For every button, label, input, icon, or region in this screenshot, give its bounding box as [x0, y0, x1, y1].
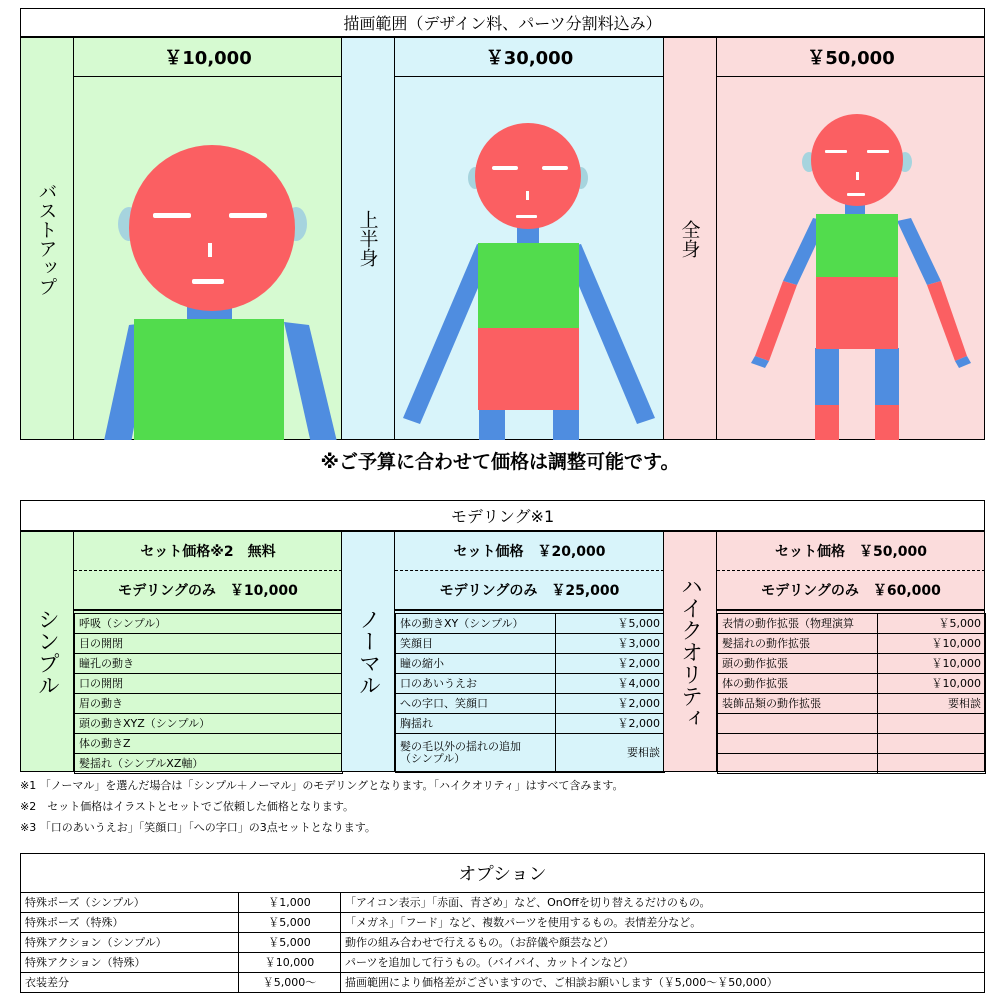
table-row: 胸揺れ ￥2,000 — [396, 714, 665, 734]
table-row — [718, 754, 986, 774]
table-row: への字口、笑顔口 ￥2,000 — [396, 694, 665, 714]
table-row: 特殊ポーズ（特殊） ￥5,000 「メガネ」「フード」など、複数パーツを使用するもの。表情差分など。 — [21, 913, 985, 933]
list-item: 体の動きZ — [75, 734, 343, 754]
table-row: 装飾品類の動作拡張 要相談 — [718, 694, 986, 714]
options-section-title — [20, 853, 985, 893]
fullbody-label: 全身 — [663, 37, 717, 440]
bustup-price: ￥10,000 — [74, 37, 342, 77]
simple-items-list — [74, 613, 343, 774]
simple-panel — [20, 531, 342, 772]
highquality-label: ハイクオリティ — [663, 531, 717, 772]
table-row: 瞳の縮小 ￥2,000 — [396, 654, 665, 674]
normal-modeling-only: モデリングのみ ￥25,000 — [395, 571, 664, 611]
simple-label: シンプル — [20, 531, 74, 772]
normal-panel — [341, 531, 664, 772]
list-item: 髪揺れ（シンプルXZ軸） — [75, 754, 343, 774]
normal-label: ノーマル — [341, 531, 395, 772]
bustup-panel — [20, 37, 342, 440]
fullbody-figure — [717, 78, 985, 440]
table-row: 特殊アクション（シンプル） ￥5,000 動作の組み合わせで行えるもの。（お辞儀や顔芸など） — [21, 933, 985, 953]
upperbody-label: 上半身 — [341, 37, 395, 440]
table-row: 衣装差分 ￥5,000～ 描画範囲により価格差がございますので、ご相談お願いします（￥5,000～￥50,000） — [21, 973, 985, 993]
list-item: 頭の動きXYZ（シンプル） — [75, 714, 343, 734]
bustup-figure — [74, 78, 342, 440]
table-row — [718, 714, 986, 734]
table-row: 体の動きXY（シンプル） ￥5,000 — [396, 614, 665, 634]
upperbody-figure — [395, 78, 664, 440]
simple-set-price: セット価格※2 無料 — [74, 531, 342, 571]
drawing-section-title — [20, 8, 985, 37]
table-row: 笑顔目 ￥3,000 — [396, 634, 665, 654]
normal-set-price: セット価格 ￥20,000 — [395, 531, 664, 571]
table-row: 特殊アクション（特殊） ￥10,000 パーツを追加して行うもの。（バイバイ、カットインなど） — [21, 953, 985, 973]
options-table-wrap — [20, 892, 985, 993]
upperbody-panel — [341, 37, 664, 440]
upperbody-price: ￥30,000 — [395, 37, 664, 77]
table-row: 表情の動作拡張（物理演算 ￥5,000 — [718, 614, 986, 634]
high-items-table — [717, 613, 986, 774]
table-row: 頭の動作拡張 ￥10,000 — [718, 654, 986, 674]
highquality-panel — [663, 531, 985, 772]
bustup-label: バストアップ — [20, 37, 74, 440]
options-table — [20, 892, 985, 993]
high-items-list — [717, 613, 986, 774]
extra-item-line1: 髪の毛以外の揺れの追加 — [400, 740, 521, 753]
list-item: 目の開閉 — [75, 634, 343, 654]
table-row: 特殊ポーズ（シンプル） ￥1,000 「アイコン表示」「赤面、青ざめ」など、OnOffを切り替えるだけのもの。 — [21, 893, 985, 913]
list-item: 口の開閉 — [75, 674, 343, 694]
fullbody-panel — [663, 37, 985, 440]
simple-items-table — [74, 613, 343, 774]
table-row — [718, 734, 986, 754]
table-row: 髪揺れの動作拡張 ￥10,000 — [718, 634, 986, 654]
table-row: 体の動作拡張 ￥10,000 — [718, 674, 986, 694]
drawing-title-text: 描画範囲（デザイン料、パーツ分割料込み） — [343, 14, 662, 33]
table-row: 口のあいうえお ￥4,000 — [396, 674, 665, 694]
options-title-text: オプション — [458, 864, 547, 885]
footnote-3: ※3 「口のあいうえお」「笑顔口」「への字口」の3点セットとなります。 — [20, 821, 376, 834]
footnote-1: ※1 「ノーマル」を選んだ場合は「シンプル＋ノーマル」のモデリングとなります。「ハイクオリティ」はすべて含みます。 — [20, 779, 624, 792]
list-item: 瞳孔の動き — [75, 654, 343, 674]
extra-item-price: 要相談 — [556, 734, 665, 773]
simple-modeling-only: モデリングのみ ￥10,000 — [74, 571, 342, 611]
list-item: 呼吸（シンプル） — [75, 614, 343, 634]
budget-note: ※ご予算に合わせて価格は調整可能です。 — [320, 451, 680, 473]
high-set-price: セット価格 ￥50,000 — [717, 531, 985, 571]
list-item: 眉の動き — [75, 694, 343, 714]
footnote-2: ※2 セット価格はイラストとセットでご依頼した価格となります。 — [20, 800, 355, 813]
normal-items-table — [395, 613, 665, 773]
modeling-title-text: モデリング※1 — [450, 507, 555, 526]
extra-item-line2: （シンプル） — [400, 752, 466, 765]
fullbody-price: ￥50,000 — [717, 37, 985, 77]
table-row — [396, 734, 665, 773]
normal-items-list — [395, 613, 665, 773]
high-modeling-only: モデリングのみ ￥60,000 — [717, 571, 985, 611]
modeling-section-title — [20, 500, 985, 531]
